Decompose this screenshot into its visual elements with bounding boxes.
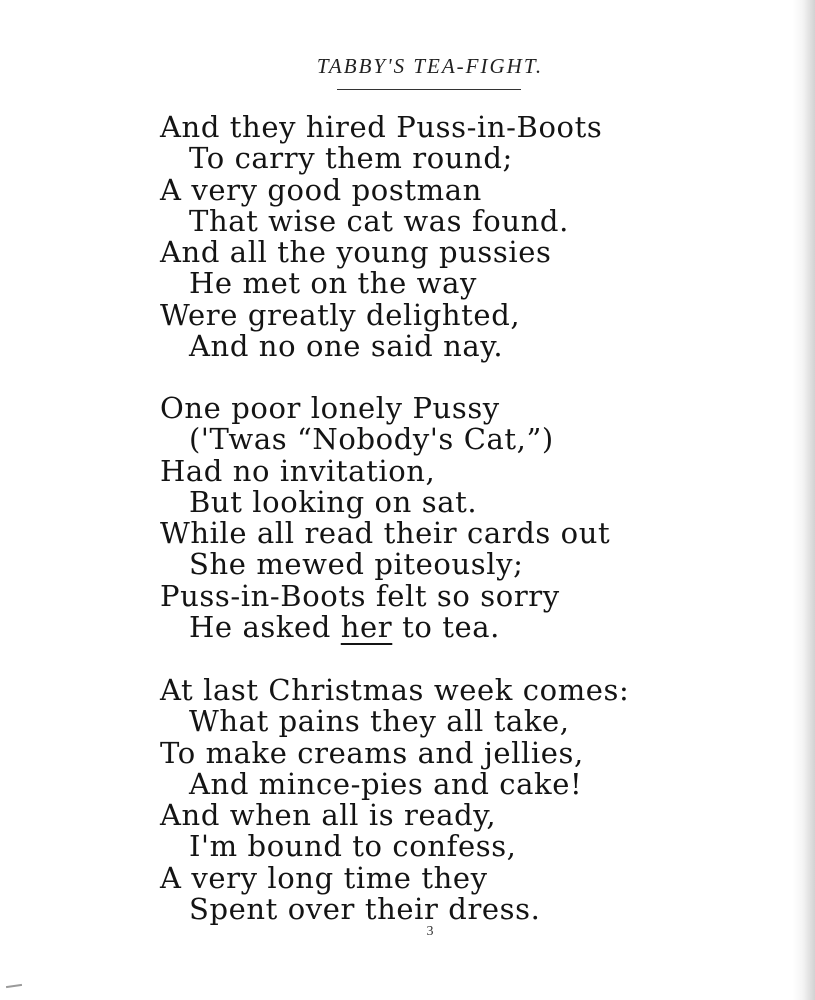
verse-line: But looking on sat. [189,484,478,519]
verse-line: A very good postman [160,172,482,207]
verse-line: That wise cat was found. [189,203,569,238]
page-number: 3 [426,924,434,939]
stanza-3 [160,675,629,925]
verse-line: And all the young pussies [160,235,552,270]
verse-line: One poor lonely Pussy [160,391,500,425]
verse-line: And they hired Puss-in-Boots [160,110,603,144]
verse-line: At last Christmas week comes: [160,673,630,707]
verse-line: Puss-in-Boots felt so sorry [160,578,560,613]
stanza-1 [160,112,602,362]
verse-line: Were greatly delighted, [160,297,521,332]
verse-fragment: to tea. [392,610,500,645]
verse-line [160,612,610,643]
verse-line: While all read their cards out [160,516,611,551]
verse-line: And no one said nay. [189,329,504,364]
verse-line: To make creams and jellies, [160,735,584,770]
verse-line: And mince-pies and cake! [189,766,583,801]
verse-line: He met on the way [189,266,477,301]
verse-line: Had no invitation, [160,453,436,488]
verse-line: I'm bound to confess, [189,829,517,864]
verse-line: To carry them round; [189,141,513,176]
verse-line: A very long time they [160,860,488,895]
verse-line: ('Twas “Nobody's Cat,”) [189,422,554,457]
verse-line: And when all is ready, [160,798,497,833]
head-rule [337,89,521,90]
page-gutter-shadow [793,0,815,1000]
verse-line: What pains they all take, [189,704,570,739]
ink-speck [6,984,22,988]
underlined-word: her [340,610,393,645]
verse-line: She mewed piteously; [189,547,524,582]
verse-line: Spent over their dress. [189,892,541,927]
running-head: TABBY'S TEA-FIGHT. [316,54,544,78]
verse-fragment: He asked [189,610,341,645]
stanza-2 [160,393,610,643]
